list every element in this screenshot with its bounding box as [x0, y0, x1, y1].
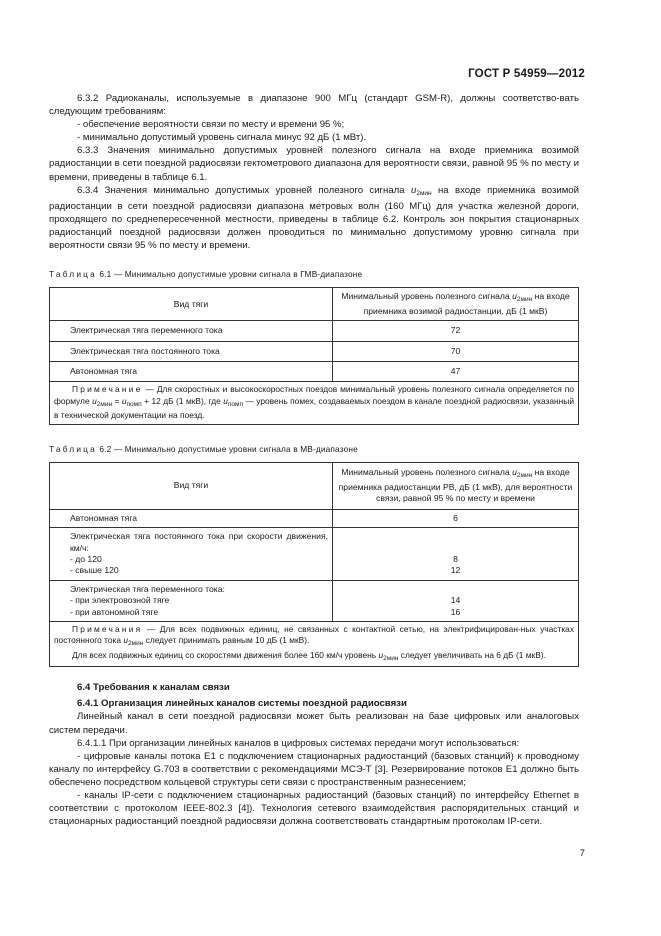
column-header: Вид тяги: [50, 288, 333, 321]
paragraph-6-3-2: 6.3.2 Радиоканалы, используемые в диапазоне 900 МГц (стандарт GSM-R), должны соответство-вать следующим требованиям:: [49, 93, 579, 118]
caption-text: 6.2 — Минимально допустимые уровни сигнала в МВ-диапазоне: [99, 443, 358, 454]
table-note: [50, 382, 579, 424]
table-cell: Автономная тяга: [50, 509, 333, 527]
table-6-2: [49, 462, 579, 667]
cell-text: - свыше 120: [70, 565, 119, 576]
note-fragment: — Для скоростных и высокоскоростных поездов минимальный уровень полезного сигнала определяется по формуле: [54, 384, 575, 406]
column-header: Вид тяги: [50, 462, 333, 509]
note-fragment: следует увеличивать на 6 дБ (1 мкВ).: [400, 649, 546, 660]
cell-value: 16: [450, 606, 461, 617]
section-heading-6-4: 6.4 Требования к каналам связи: [77, 682, 230, 694]
symbol: u: [123, 635, 128, 646]
note-fragment: следует принимать равным 10 дБ (1 мкВ).: [145, 635, 310, 646]
table-cell: [333, 528, 579, 581]
symbol: u: [121, 395, 127, 406]
table-cell: [50, 580, 333, 621]
paragraph-6-3-3: 6.3.3 Значения минимально допустимых уровней полезного сигнала на входе приемника возимой радиостанции в сети поездной радиосвязи гектометрового диапазона для вероятности связи, равной 95 % по месту и времени, приведены в таблице 6.1.: [49, 145, 579, 183]
note-label: Примечания: [72, 624, 143, 634]
cell-text: Электрическая тяга переменного тока:: [70, 583, 225, 594]
symbol-subscript: помп: [126, 400, 142, 408]
page-number: 7: [579, 848, 585, 859]
section-heading-6-4-1: 6.4.1 Организация линейных каналов системы поездной радиосвязи: [77, 698, 407, 710]
symbol: u: [92, 395, 97, 406]
paragraph-text: 6.3.4 Значения минимально допустимых уровней полезного сигнала: [77, 184, 405, 196]
paragraph-text: на входе приемника возимой радиостанции в сети поездной радиосвязи диапазона метровых волн (160 МГц) для участка железной дороги, проходящего по среднепересеченной местности, приведены в таблице 6.2. Контроль зон покрытия стационарных радиостанций поездной радиосвязи должен проводиться по минимально допустимому уровню сигнала при вероятности связи 95 % по месту и времени.: [49, 184, 580, 252]
symbol-subscript: 2мин: [96, 400, 113, 408]
header-text: на входе приемника возимой радиостанции, дБ (1 мкВ): [363, 291, 570, 316]
table-6-1: [49, 287, 579, 424]
note-fragment: — уровень помех, создаваемых поездом в канале поездной радиосвязи, указанный в технической документации на поезд.: [54, 395, 574, 421]
caption-prefix: Таблица: [49, 443, 97, 454]
standard-header: ГОСТ Р 54959—2012: [468, 68, 585, 80]
list-item: - цифровые каналы потока Е1 с подключением стационарных радиостанций (базовых станций) к проводному каналу по интерфейсу G.703 в соответствии с рекомендациями МСЭ-Т [3]. Резервирование потоков Е1 должно быть обеспечено посредством кольцевой структуры сети связи с пространственным разнесением;: [49, 750, 579, 788]
column-header: [333, 288, 579, 321]
symbol-subscript: 2мин: [416, 189, 432, 197]
table-header-row: [50, 288, 579, 321]
paragraph-6-3-4: [49, 184, 579, 252]
cell-text: - при автономной тяге: [70, 606, 159, 617]
table-cell: 70: [333, 341, 579, 361]
table-row: [50, 580, 579, 621]
table-row: [50, 509, 579, 527]
symbol-subscript: 2мин: [383, 654, 399, 662]
table-cell: [333, 580, 579, 621]
note-fragment: — Для всех подвижных единиц, не связанных с контактной сетью, на электрифицирован-ных участках постоянного тока: [54, 624, 575, 646]
cell-text: - до 120: [70, 553, 102, 564]
note-fragment: =: [114, 395, 120, 406]
column-header: [333, 462, 579, 509]
caption-text: 6.1 — Минимально допустимые уровни сигнала в ГМВ-диапазоне: [99, 269, 363, 280]
table-cell: 47: [333, 362, 579, 382]
table-note: [50, 622, 579, 667]
table-cell: [50, 528, 333, 581]
list-item: - обеспечение вероятности связи по месту и времени 95 %;: [77, 119, 345, 131]
document-body: [49, 92, 579, 828]
cell-value: 12: [450, 565, 461, 576]
note-text: [54, 650, 574, 664]
symbol-subscript: помп: [227, 400, 243, 408]
caption-prefix: Таблица: [49, 269, 97, 280]
table-cell: Автономная тяга: [50, 362, 333, 382]
table-row: [50, 528, 579, 581]
table-row: [50, 341, 579, 361]
cell-value: 14: [450, 595, 461, 606]
symbol: u: [378, 649, 384, 660]
table-cell: Электрическая тяга постоянного тока: [50, 341, 333, 361]
paragraph-6-4-1-1: 6.4.1.1 При организации линейных каналов в цифровых системах передачи могут использоваться:: [77, 737, 520, 749]
table-cell: Электрическая тяга переменного тока: [50, 321, 333, 341]
symbol: u: [223, 395, 228, 406]
symbol: u: [512, 291, 517, 302]
header-text: Минимальный уровень полезного сигнала: [341, 467, 510, 478]
symbol: u: [410, 184, 417, 196]
symbol: u: [512, 467, 517, 478]
note-fragment: Для всех подвижных единиц со скоростями движения более 160 км/ч уровень: [72, 649, 377, 660]
cell-value: 8: [453, 553, 458, 564]
table-row: [50, 321, 579, 341]
table-cell: 72: [333, 321, 579, 341]
note-text: [54, 384, 574, 421]
table-cell: 6: [333, 509, 579, 527]
paragraph-6-4-1: Линейный канал в сети поездной радиосвязи может быть реализован на базе цифровых или аналоговых систем передачи.: [49, 711, 579, 736]
header-text: Минимальный уровень полезного сигнала: [341, 291, 510, 302]
symbol-subscript: 2мин: [516, 296, 533, 304]
table-6-1-caption: [49, 268, 579, 281]
note-fragment: + 12 дБ (1 мкВ), где: [144, 395, 221, 406]
list-item: - каналы IP-сети с подключением стационарных радиостанций (базовых станций) по интерфейсу Ethernet в соответствии с протоколом IEEE-802.3 [4]). Технология сетевого взаимодействия распорядительных станций и стационарных радиостанций поездной радиосвязи должна соответствовать стандартным протоколам IP-сети.: [49, 789, 579, 828]
cell-text: Электрическая тяга постоянного тока при скорости движения, км/ч:: [70, 531, 328, 553]
table-header-row: [50, 462, 579, 509]
note-label: Примечание: [72, 384, 143, 395]
symbol-subscript: 2мин: [516, 472, 533, 480]
table-note-row: [50, 622, 579, 667]
symbol-subscript: 2мин: [127, 640, 144, 648]
table-row: [50, 362, 579, 382]
note-text: [54, 624, 574, 650]
list-item: - минимально допустимый уровень сигнала минус 92 дБ (1 мВт).: [77, 132, 367, 144]
cell-text: - при электровозной тяге: [70, 595, 170, 606]
table-6-2-caption: [49, 443, 579, 456]
table-note-row: [50, 382, 579, 424]
header-text: на входе приемника радиостанции РВ, дБ (1 мкВ), для вероятности связи, равной 95 % по месту и времени: [338, 467, 573, 503]
